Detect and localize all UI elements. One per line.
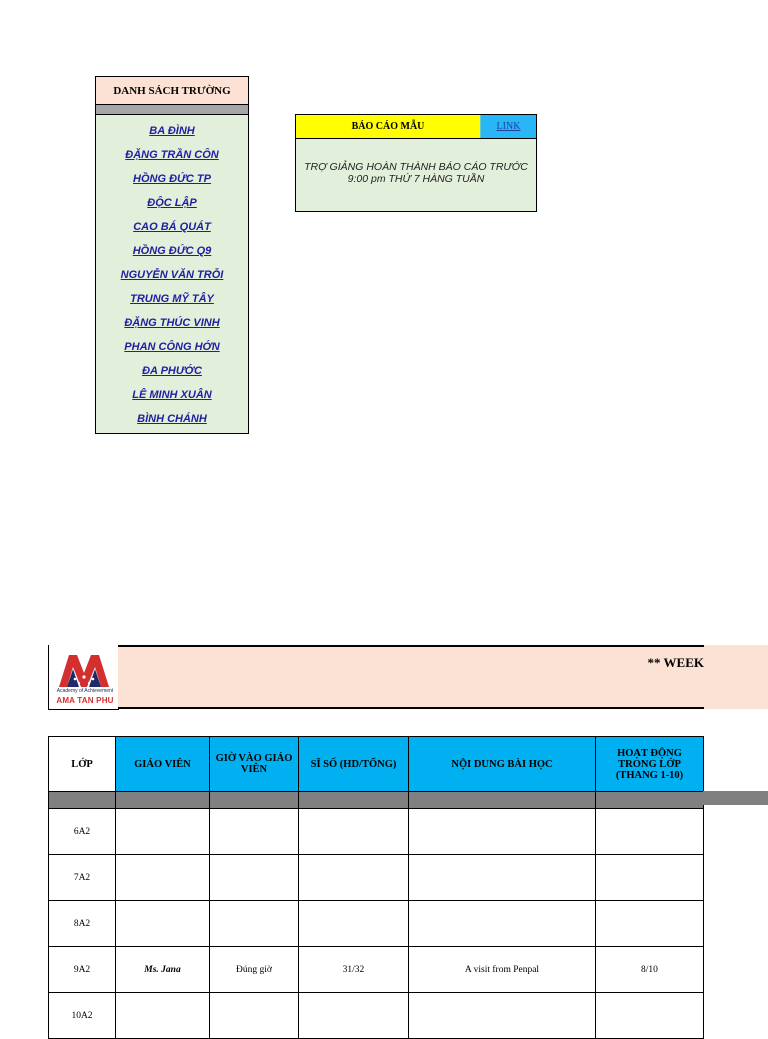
cell-attendance[interactable] bbox=[299, 855, 409, 901]
table-separator-row bbox=[49, 792, 704, 809]
school-link-binh-chanh[interactable]: BÌNH CHÁNH bbox=[137, 413, 207, 425]
school-link-phan-cong-hon[interactable]: PHAN CÔNG HỚN bbox=[124, 341, 220, 353]
cell-lesson[interactable] bbox=[409, 993, 596, 1039]
header-si-so: SĨ SỐ (HD/TỔNG) bbox=[299, 737, 409, 792]
report-box bbox=[295, 114, 537, 212]
school-list-separator bbox=[96, 105, 248, 115]
school-link-le-minh-xuan[interactable]: LÊ MINH XUÂN bbox=[132, 389, 212, 401]
cell-arrival[interactable] bbox=[210, 809, 299, 855]
cell-arrival[interactable] bbox=[210, 993, 299, 1039]
cell-class[interactable]: 8A2 bbox=[49, 901, 116, 947]
header-gio-vao: GIỜ VÀO GIÁO VIÊN bbox=[210, 737, 299, 792]
cell-teacher[interactable] bbox=[116, 809, 210, 855]
cell-lesson[interactable] bbox=[409, 855, 596, 901]
cell-class[interactable]: 7A2 bbox=[49, 855, 116, 901]
ama-logo-icon bbox=[57, 651, 111, 689]
header-hoat-dong: HOẠT ĐỘNG TRONG LỚP (THANG 1-10) bbox=[596, 737, 704, 792]
school-link-doc-lap[interactable]: ĐỘC LẬP bbox=[147, 197, 197, 209]
cell-teacher[interactable]: Ms. Jana bbox=[116, 947, 210, 993]
cell-teacher[interactable] bbox=[116, 901, 210, 947]
cell-activity[interactable] bbox=[596, 855, 704, 901]
logo-tagline: Academy of Achievement bbox=[56, 688, 114, 694]
cell-lesson[interactable]: A visit from Penpal bbox=[409, 947, 596, 993]
cell-class[interactable]: 9A2 bbox=[49, 947, 116, 993]
cell-arrival[interactable] bbox=[210, 901, 299, 947]
header-lop: LỚP bbox=[49, 737, 116, 792]
cell-activity[interactable] bbox=[596, 901, 704, 947]
school-list-panel bbox=[95, 76, 249, 434]
school-link-hong-duc-tp[interactable]: HỒNG ĐỨC TP bbox=[133, 173, 211, 185]
cell-teacher[interactable] bbox=[116, 993, 210, 1039]
table-row bbox=[49, 809, 704, 855]
report-header bbox=[296, 115, 536, 139]
table-row bbox=[49, 947, 704, 993]
cell-class[interactable]: 6A2 bbox=[49, 809, 116, 855]
week-title: ** WEEK bbox=[647, 655, 704, 670]
cell-lesson[interactable] bbox=[409, 809, 596, 855]
school-link-hong-duc-q9[interactable]: HỒNG ĐỨC Q9 bbox=[132, 245, 212, 257]
week-header-band-extension bbox=[704, 645, 768, 709]
report-note bbox=[296, 139, 536, 185]
table-row bbox=[49, 901, 704, 947]
cell-arrival[interactable]: Đúng giờ bbox=[210, 947, 299, 993]
table-row bbox=[49, 993, 704, 1039]
school-list-header: DANH SÁCH TRƯỜNG bbox=[96, 77, 248, 105]
cell-class[interactable]: 10A2 bbox=[49, 993, 116, 1039]
logo-name: AMA TAN PHU bbox=[56, 696, 114, 705]
school-link-dang-thuc-vinh[interactable]: ĐẶNG THÚC VINH bbox=[124, 317, 220, 329]
table-row bbox=[49, 855, 704, 901]
cell-activity[interactable] bbox=[596, 993, 704, 1039]
cell-activity[interactable] bbox=[596, 809, 704, 855]
school-link-trung-my-tay[interactable]: TRUNG MỸ TÂY bbox=[130, 293, 214, 305]
separator-extension bbox=[703, 791, 768, 805]
report-title: BÁO CÁO MẪU bbox=[296, 115, 480, 138]
table-header-row bbox=[49, 737, 704, 792]
school-link-cao-ba-quat[interactable]: CAO BÁ QUÁT bbox=[133, 221, 211, 233]
cell-attendance[interactable]: 31/32 bbox=[299, 947, 409, 993]
cell-teacher[interactable] bbox=[116, 855, 210, 901]
cell-attendance[interactable] bbox=[299, 901, 409, 947]
logo bbox=[48, 645, 119, 710]
school-link-nguyen-van-troi[interactable]: NGUYỄN VĂN TRỖI bbox=[120, 269, 224, 281]
week-header-band bbox=[118, 645, 704, 709]
cell-activity[interactable]: 8/10 bbox=[596, 947, 704, 993]
school-link-ba-dinh[interactable]: BA ĐÌNH bbox=[149, 125, 195, 137]
report-note-line2: 9:00 pm THỨ 7 HÀNG TUẦN bbox=[347, 173, 485, 185]
school-list bbox=[96, 115, 248, 433]
class-table bbox=[48, 736, 704, 1039]
school-link-dang-tran-con[interactable]: ĐẶNG TRẦN CÔN bbox=[125, 149, 219, 161]
cell-attendance[interactable] bbox=[299, 993, 409, 1039]
cell-lesson[interactable] bbox=[409, 901, 596, 947]
header-noi-dung: NỘI DUNG BÀI HỌC bbox=[409, 737, 596, 792]
cell-attendance[interactable] bbox=[299, 809, 409, 855]
report-link[interactable]: LINK bbox=[480, 115, 536, 138]
report-note-line1: TRỢ GIẢNG HOÀN THÀNH BÁO CÁO TRƯỚC bbox=[304, 161, 528, 173]
school-link-da-phuoc[interactable]: ĐA PHƯỚC bbox=[142, 365, 202, 377]
header-giao-vien: GIÁO VIÊN bbox=[116, 737, 210, 792]
cell-arrival[interactable] bbox=[210, 855, 299, 901]
